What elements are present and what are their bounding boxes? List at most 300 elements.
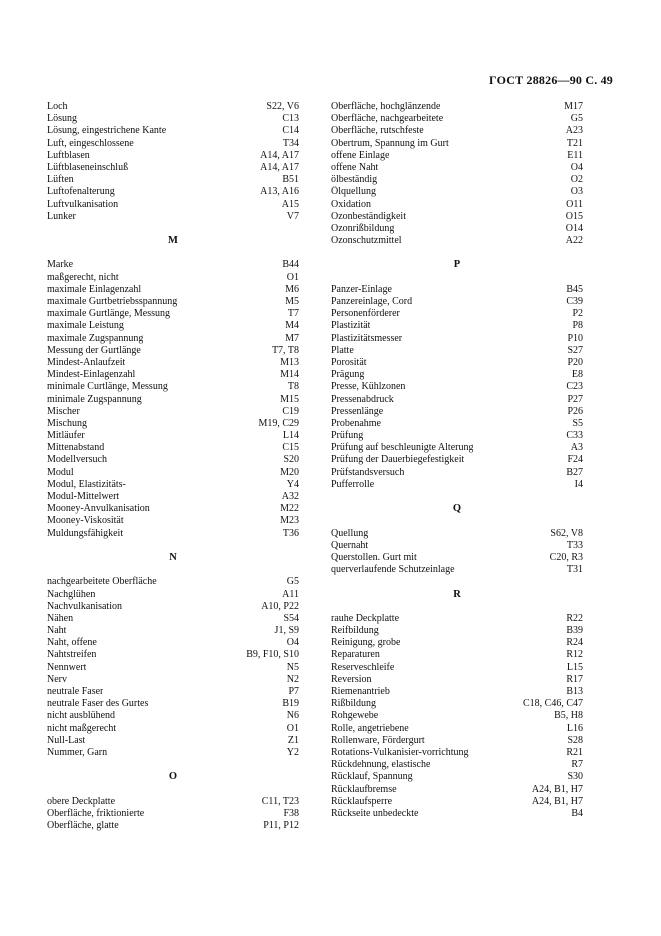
index-term: Modellversuch xyxy=(47,454,107,466)
index-term: Mindest-Anlaufzeit xyxy=(47,356,126,368)
index-term: Plastizität xyxy=(331,320,371,332)
index-term: Mooney-Anvulkanisation xyxy=(47,503,150,515)
index-code: T34 xyxy=(282,137,299,149)
index-term: Quellung xyxy=(331,527,369,539)
index-entry xyxy=(47,162,299,174)
index-entry xyxy=(331,552,583,564)
index-code: R21 xyxy=(566,746,583,758)
index-code: L14 xyxy=(282,430,299,442)
index-entry xyxy=(331,357,583,369)
index-term: Prägung xyxy=(331,369,365,381)
index-entry xyxy=(331,101,583,113)
index-entry xyxy=(331,467,583,479)
index-code: O4 xyxy=(286,637,299,649)
index-code: Y4 xyxy=(286,478,299,490)
index-code: J1, S9 xyxy=(274,625,299,637)
index-entry xyxy=(47,381,299,393)
index-term: Naht, offene xyxy=(47,637,97,649)
index-entry xyxy=(331,284,583,296)
index-term: Oxidation xyxy=(331,198,371,210)
index-term: Nummer, Garn xyxy=(47,746,108,758)
index-code: B44 xyxy=(282,259,299,271)
index-term: maximale Einlagenzahl xyxy=(47,283,142,295)
index-term: Rollenware, Fördergurt xyxy=(331,734,425,746)
index-term: maximale Zugspannung xyxy=(47,332,144,344)
index-entry xyxy=(331,199,583,211)
index-entry xyxy=(47,491,299,503)
index-term: minimale Curtlänge, Messung xyxy=(47,381,168,393)
index-code: C15 xyxy=(282,442,299,454)
index-code: G5 xyxy=(570,113,583,125)
index-term: neutrale Faser des Gurtes xyxy=(47,698,149,710)
index-code: T8 xyxy=(287,381,299,393)
index-code: M7 xyxy=(285,332,299,344)
index-entry xyxy=(331,479,583,491)
index-entry xyxy=(331,113,583,125)
index-entry xyxy=(47,406,299,418)
index-term: Reparaturen xyxy=(331,649,380,661)
index-code: C14 xyxy=(282,125,299,137)
index-entry xyxy=(331,442,583,454)
index-term: Panzereinlage, Cord xyxy=(331,296,413,307)
index-entry xyxy=(331,235,583,247)
index-term: Panzer-Einlage xyxy=(331,283,392,295)
index-code: A14, A17 xyxy=(260,161,299,173)
index-term: Luft, eingeschlossene xyxy=(47,137,134,149)
index-term: Oberfläche, nachgearbeitete xyxy=(331,113,444,125)
index-code: M17 xyxy=(564,101,583,112)
index-entry xyxy=(47,515,299,527)
index-code: O1 xyxy=(286,722,299,734)
index-term: Mitläufer xyxy=(47,430,85,442)
index-code: E11 xyxy=(567,149,583,161)
index-code: B19 xyxy=(282,698,299,710)
index-term: offene Naht xyxy=(331,161,379,173)
index-term: nicht ausblühend xyxy=(47,710,116,722)
index-term: neutrale Faser xyxy=(47,686,104,697)
index-entry xyxy=(47,199,299,211)
index-entry xyxy=(47,211,299,223)
index-entry xyxy=(47,174,299,186)
index-entry xyxy=(47,613,299,625)
index-term: Riemenantrieb xyxy=(331,686,390,697)
index-term: Nachglühen xyxy=(47,588,96,600)
index-code: A10, P22 xyxy=(261,600,299,612)
index-term: minimale Zugspannung xyxy=(47,393,142,405)
section-letter: O xyxy=(168,771,178,783)
page-header: ГОСТ 28826—90 С. 49 xyxy=(489,73,613,87)
index-code: M20 xyxy=(280,466,299,478)
index-code: P8 xyxy=(572,320,583,332)
index-code: A13, A16 xyxy=(260,186,299,198)
index-entry xyxy=(331,735,583,747)
index-term: obere Deckplatte xyxy=(47,795,116,807)
index-code: A11 xyxy=(282,588,299,600)
index-entry xyxy=(47,710,299,722)
index-code: F24 xyxy=(567,454,583,466)
index-code: C20, R3 xyxy=(549,551,583,563)
index-code: A23 xyxy=(565,125,583,137)
index-code: B4 xyxy=(571,807,583,819)
index-term: Rückdehnung, elastische xyxy=(331,759,431,771)
index-entry xyxy=(331,674,583,686)
index-code: S30 xyxy=(567,771,583,783)
index-term: Pufferrolle xyxy=(331,478,375,490)
index-column-right xyxy=(331,101,583,820)
index-entry xyxy=(47,723,299,735)
index-code: T33 xyxy=(566,539,583,551)
index-term: maximale Gurtbetriebsspannung xyxy=(47,296,178,307)
index-code: S22, V6 xyxy=(266,101,299,112)
index-code: P10 xyxy=(567,332,583,344)
index-term: Ozonrißbildung xyxy=(331,222,395,234)
index-entry xyxy=(47,454,299,466)
index-term: Prüfstandsversuch xyxy=(331,466,405,478)
index-term: Lösung, eingestrichene Kante xyxy=(47,125,167,137)
index-term: Rücklaufbremse xyxy=(331,783,397,795)
index-entry xyxy=(47,686,299,698)
index-code: O14 xyxy=(565,222,583,234)
index-entry xyxy=(331,186,583,198)
index-code: T7, T8 xyxy=(271,344,299,356)
index-code: B5, H8 xyxy=(554,710,583,722)
index-entry xyxy=(47,479,299,491)
index-entry xyxy=(331,211,583,223)
index-entry xyxy=(47,125,299,137)
index-term: Reifbildung xyxy=(331,625,379,637)
index-term: Nennwert xyxy=(47,661,87,673)
index-code: C23 xyxy=(566,381,583,393)
index-entry xyxy=(47,808,299,820)
index-code: C13 xyxy=(282,113,299,125)
index-term: Modul, Elastizitäts- xyxy=(47,478,126,490)
index-entry xyxy=(47,308,299,320)
index-entry xyxy=(331,406,583,418)
index-code: C33 xyxy=(566,430,583,442)
index-entry xyxy=(47,150,299,162)
index-code: S5 xyxy=(572,417,583,429)
index-term: Rolle, angetriebene xyxy=(331,722,409,734)
index-entry xyxy=(331,564,583,576)
index-entry xyxy=(47,357,299,369)
index-code: R7 xyxy=(571,759,583,771)
index-code: A24, B1, H7 xyxy=(531,783,583,795)
index-code: B45 xyxy=(566,283,583,295)
index-term: Nachvulkanisation xyxy=(47,600,122,612)
index-code: A15 xyxy=(281,198,299,210)
index-column-left xyxy=(47,101,299,832)
index-entry xyxy=(47,345,299,357)
index-term: Rücklaufsperre xyxy=(331,795,393,807)
index-entry xyxy=(331,637,583,649)
index-entry xyxy=(47,503,299,515)
index-code: B39 xyxy=(566,625,583,637)
section-letter: N xyxy=(169,551,177,563)
index-entry xyxy=(331,808,583,820)
index-code: R24 xyxy=(566,637,583,649)
index-code: C39 xyxy=(566,296,583,307)
index-code: S28 xyxy=(567,734,583,746)
index-term: Personenförderer xyxy=(331,308,400,320)
index-term: Oberfläche, friktionierte xyxy=(47,807,145,819)
index-code: N5 xyxy=(286,661,299,673)
index-entry xyxy=(331,528,583,540)
index-code: E8 xyxy=(571,369,583,381)
index-code: A32 xyxy=(281,491,299,502)
index-entry xyxy=(47,649,299,661)
index-term: Messung der Gurtlänge xyxy=(47,344,141,356)
index-code: L15 xyxy=(566,661,583,673)
index-entry xyxy=(331,150,583,162)
index-entry xyxy=(47,698,299,710)
index-entry xyxy=(331,138,583,150)
index-entry xyxy=(331,430,583,442)
index-entry xyxy=(47,113,299,125)
index-term: Pressenlänge xyxy=(331,405,384,417)
index-code: F38 xyxy=(283,807,299,819)
index-code: M15 xyxy=(280,393,299,405)
index-entry xyxy=(47,747,299,759)
index-code: S27 xyxy=(567,344,583,356)
index-term: Modul xyxy=(47,466,74,478)
section-letter: P xyxy=(453,259,461,271)
index-entry xyxy=(331,747,583,759)
index-code: A22 xyxy=(565,235,583,247)
index-term: Nahtstreifen xyxy=(47,649,97,661)
index-code: Z1 xyxy=(287,734,299,746)
index-entry xyxy=(47,369,299,381)
index-term: Mischer xyxy=(47,405,80,417)
index-entry xyxy=(47,333,299,345)
index-entry xyxy=(331,613,583,625)
index-code: A24, B1, H7 xyxy=(531,795,583,807)
index-code: T7 xyxy=(287,308,299,320)
index-code: V7 xyxy=(286,210,299,222)
index-code: M6 xyxy=(285,283,299,295)
index-code: R22 xyxy=(566,612,583,624)
index-term: Lüftblaseneinschluß xyxy=(47,161,129,173)
index-term: Nähen xyxy=(47,612,74,624)
index-term: Prüfung xyxy=(331,430,364,442)
index-term: Mischung xyxy=(47,417,87,429)
index-entry xyxy=(47,442,299,454)
index-code: C19 xyxy=(282,405,299,417)
index-entry xyxy=(47,430,299,442)
index-code: S62, V8 xyxy=(550,527,583,539)
index-term: rauhe Deckplatte xyxy=(331,612,400,624)
index-term: maßgerecht, nicht xyxy=(47,271,119,283)
index-entry xyxy=(47,589,299,601)
index-entry xyxy=(331,308,583,320)
index-term: Oberfläche, hochglänzende xyxy=(331,101,441,112)
index-entry xyxy=(47,601,299,613)
index-entry xyxy=(331,296,583,308)
index-code: L16 xyxy=(566,722,583,734)
index-entry xyxy=(47,662,299,674)
index-entry xyxy=(331,223,583,235)
index-entry xyxy=(47,735,299,747)
index-entry xyxy=(47,284,299,296)
index-entry xyxy=(47,796,299,808)
index-code: A14, A17 xyxy=(260,149,299,161)
index-code: I4 xyxy=(574,478,583,490)
index-term: Oberfläche, glatte xyxy=(47,820,119,832)
index-code: R12 xyxy=(566,649,583,661)
index-code: B9, F10, S10 xyxy=(246,649,299,661)
index-code: S20 xyxy=(283,454,299,466)
index-code: T31 xyxy=(566,564,583,576)
index-entry xyxy=(47,186,299,198)
index-term: Ölquellung xyxy=(331,186,376,198)
index-entry xyxy=(331,454,583,466)
index-term: Muldungsfähigkeit xyxy=(47,527,124,539)
index-term: Oberfläche, rutschfeste xyxy=(331,125,424,137)
index-entry xyxy=(47,820,299,832)
index-code: N6 xyxy=(286,710,299,722)
index-code: B13 xyxy=(566,686,583,697)
index-term: nachgearbeitete Oberfläche xyxy=(47,576,157,588)
index-entry xyxy=(331,759,583,771)
index-entry xyxy=(331,369,583,381)
index-entry xyxy=(47,576,299,588)
index-entry xyxy=(331,698,583,710)
index-term: Lüften xyxy=(47,174,74,186)
index-code: T36 xyxy=(282,527,299,539)
index-code: M22 xyxy=(280,503,299,515)
index-entry xyxy=(331,381,583,393)
index-entry xyxy=(47,320,299,332)
index-entry xyxy=(331,662,583,674)
index-term: Mooney-Viskosität xyxy=(47,515,124,527)
index-term: offene Einlage xyxy=(331,149,390,161)
index-code: M4 xyxy=(285,320,299,332)
index-term: Probenahme xyxy=(331,417,381,429)
index-entry xyxy=(47,418,299,430)
index-entry xyxy=(331,394,583,406)
index-term: ölbeständig xyxy=(331,174,378,186)
index-code: P11, P12 xyxy=(263,820,299,832)
index-code: O11 xyxy=(566,198,583,210)
index-term: Ozonschutzmittel xyxy=(331,235,402,247)
index-code: O2 xyxy=(570,174,583,186)
index-code: N2 xyxy=(286,673,299,685)
index-term: Presse, Kühlzonen xyxy=(331,381,406,393)
index-term: Luftblasen xyxy=(47,149,90,161)
index-term: Rückseite unbedeckte xyxy=(331,807,419,819)
index-entry xyxy=(331,162,583,174)
index-term: Luftofenalterung xyxy=(47,186,115,198)
index-entry xyxy=(331,174,583,186)
index-entry xyxy=(331,625,583,637)
index-entry xyxy=(331,540,583,552)
index-code: M23 xyxy=(280,515,299,527)
index-term: Rißbildung xyxy=(331,698,377,710)
index-entry xyxy=(47,101,299,113)
index-term: Modul-Mittelwert xyxy=(47,491,120,502)
index-code: O15 xyxy=(565,210,583,222)
index-term: Reserveschleife xyxy=(331,661,395,673)
index-term: Rücklauf, Spannung xyxy=(331,771,413,783)
index-entry xyxy=(331,418,583,430)
index-code: O3 xyxy=(570,186,583,198)
index-code: O1 xyxy=(286,271,299,283)
index-term: Naht xyxy=(47,625,67,637)
index-term: Ozonbeständigkeit xyxy=(331,210,406,222)
index-term: Mittenabstand xyxy=(47,442,105,454)
index-entry xyxy=(331,649,583,661)
index-term: Reinigung, grobe xyxy=(331,637,401,649)
index-entry xyxy=(331,333,583,345)
index-code: P2 xyxy=(572,308,583,320)
index-term: Lunker xyxy=(47,210,76,222)
index-code: C18, C46, C47 xyxy=(522,698,583,710)
index-term: Prüfung auf beschleunigte Alterung xyxy=(331,442,474,454)
index-code: P20 xyxy=(567,356,583,368)
index-term: Null-Last xyxy=(47,734,86,746)
index-entry xyxy=(47,674,299,686)
index-code: T21 xyxy=(566,137,583,149)
section-letter: M xyxy=(168,235,178,247)
index-entry xyxy=(331,784,583,796)
index-entry xyxy=(47,138,299,150)
index-code: S54 xyxy=(283,612,299,624)
index-code: P26 xyxy=(567,405,583,417)
index-entry xyxy=(47,637,299,649)
index-term: Nerv xyxy=(47,673,67,685)
index-term: Mindest-Einlagenzahl xyxy=(47,369,136,381)
index-code: R17 xyxy=(566,673,583,685)
index-term: maximale Gurtlänge, Messung xyxy=(47,308,171,320)
index-code: G5 xyxy=(286,576,299,588)
index-entry xyxy=(47,272,299,284)
index-term: Marke xyxy=(47,259,74,271)
index-code: A3 xyxy=(570,442,583,454)
index-term: Luftvulkanisation xyxy=(47,198,119,210)
index-code: B51 xyxy=(282,174,299,186)
index-entry xyxy=(331,320,583,332)
index-entry xyxy=(47,528,299,540)
index-code: P7 xyxy=(288,686,299,697)
index-code: M19, C29 xyxy=(258,417,299,429)
index-entry xyxy=(331,771,583,783)
index-entry xyxy=(47,296,299,308)
index-entry xyxy=(47,625,299,637)
index-code: M14 xyxy=(280,369,299,381)
index-code: B27 xyxy=(566,466,583,478)
index-entry xyxy=(47,259,299,271)
index-term: maximale Leistung xyxy=(47,320,124,332)
index-code: M13 xyxy=(280,356,299,368)
index-entry xyxy=(331,723,583,735)
index-code: M5 xyxy=(285,296,299,307)
index-term: Loch xyxy=(47,101,68,112)
index-term: Obertrum, Spannung im Gurt xyxy=(331,137,449,149)
index-entry xyxy=(331,710,583,722)
index-term: Plastizitätsmesser xyxy=(331,332,403,344)
index-entry xyxy=(47,394,299,406)
index-term: Lösung xyxy=(47,113,77,125)
index-code: C11, T23 xyxy=(261,795,299,807)
index-entry xyxy=(331,686,583,698)
index-term: Rohgewebe xyxy=(331,710,379,722)
index-entry xyxy=(331,125,583,137)
index-entry xyxy=(47,467,299,479)
index-term: Rotations-Vulkanisier-vorrichtung xyxy=(331,746,469,758)
index-entry xyxy=(331,345,583,357)
index-term: Quernaht xyxy=(331,539,369,551)
index-term: querverlaufende Schutzeinlage xyxy=(331,564,455,576)
index-entry xyxy=(331,796,583,808)
